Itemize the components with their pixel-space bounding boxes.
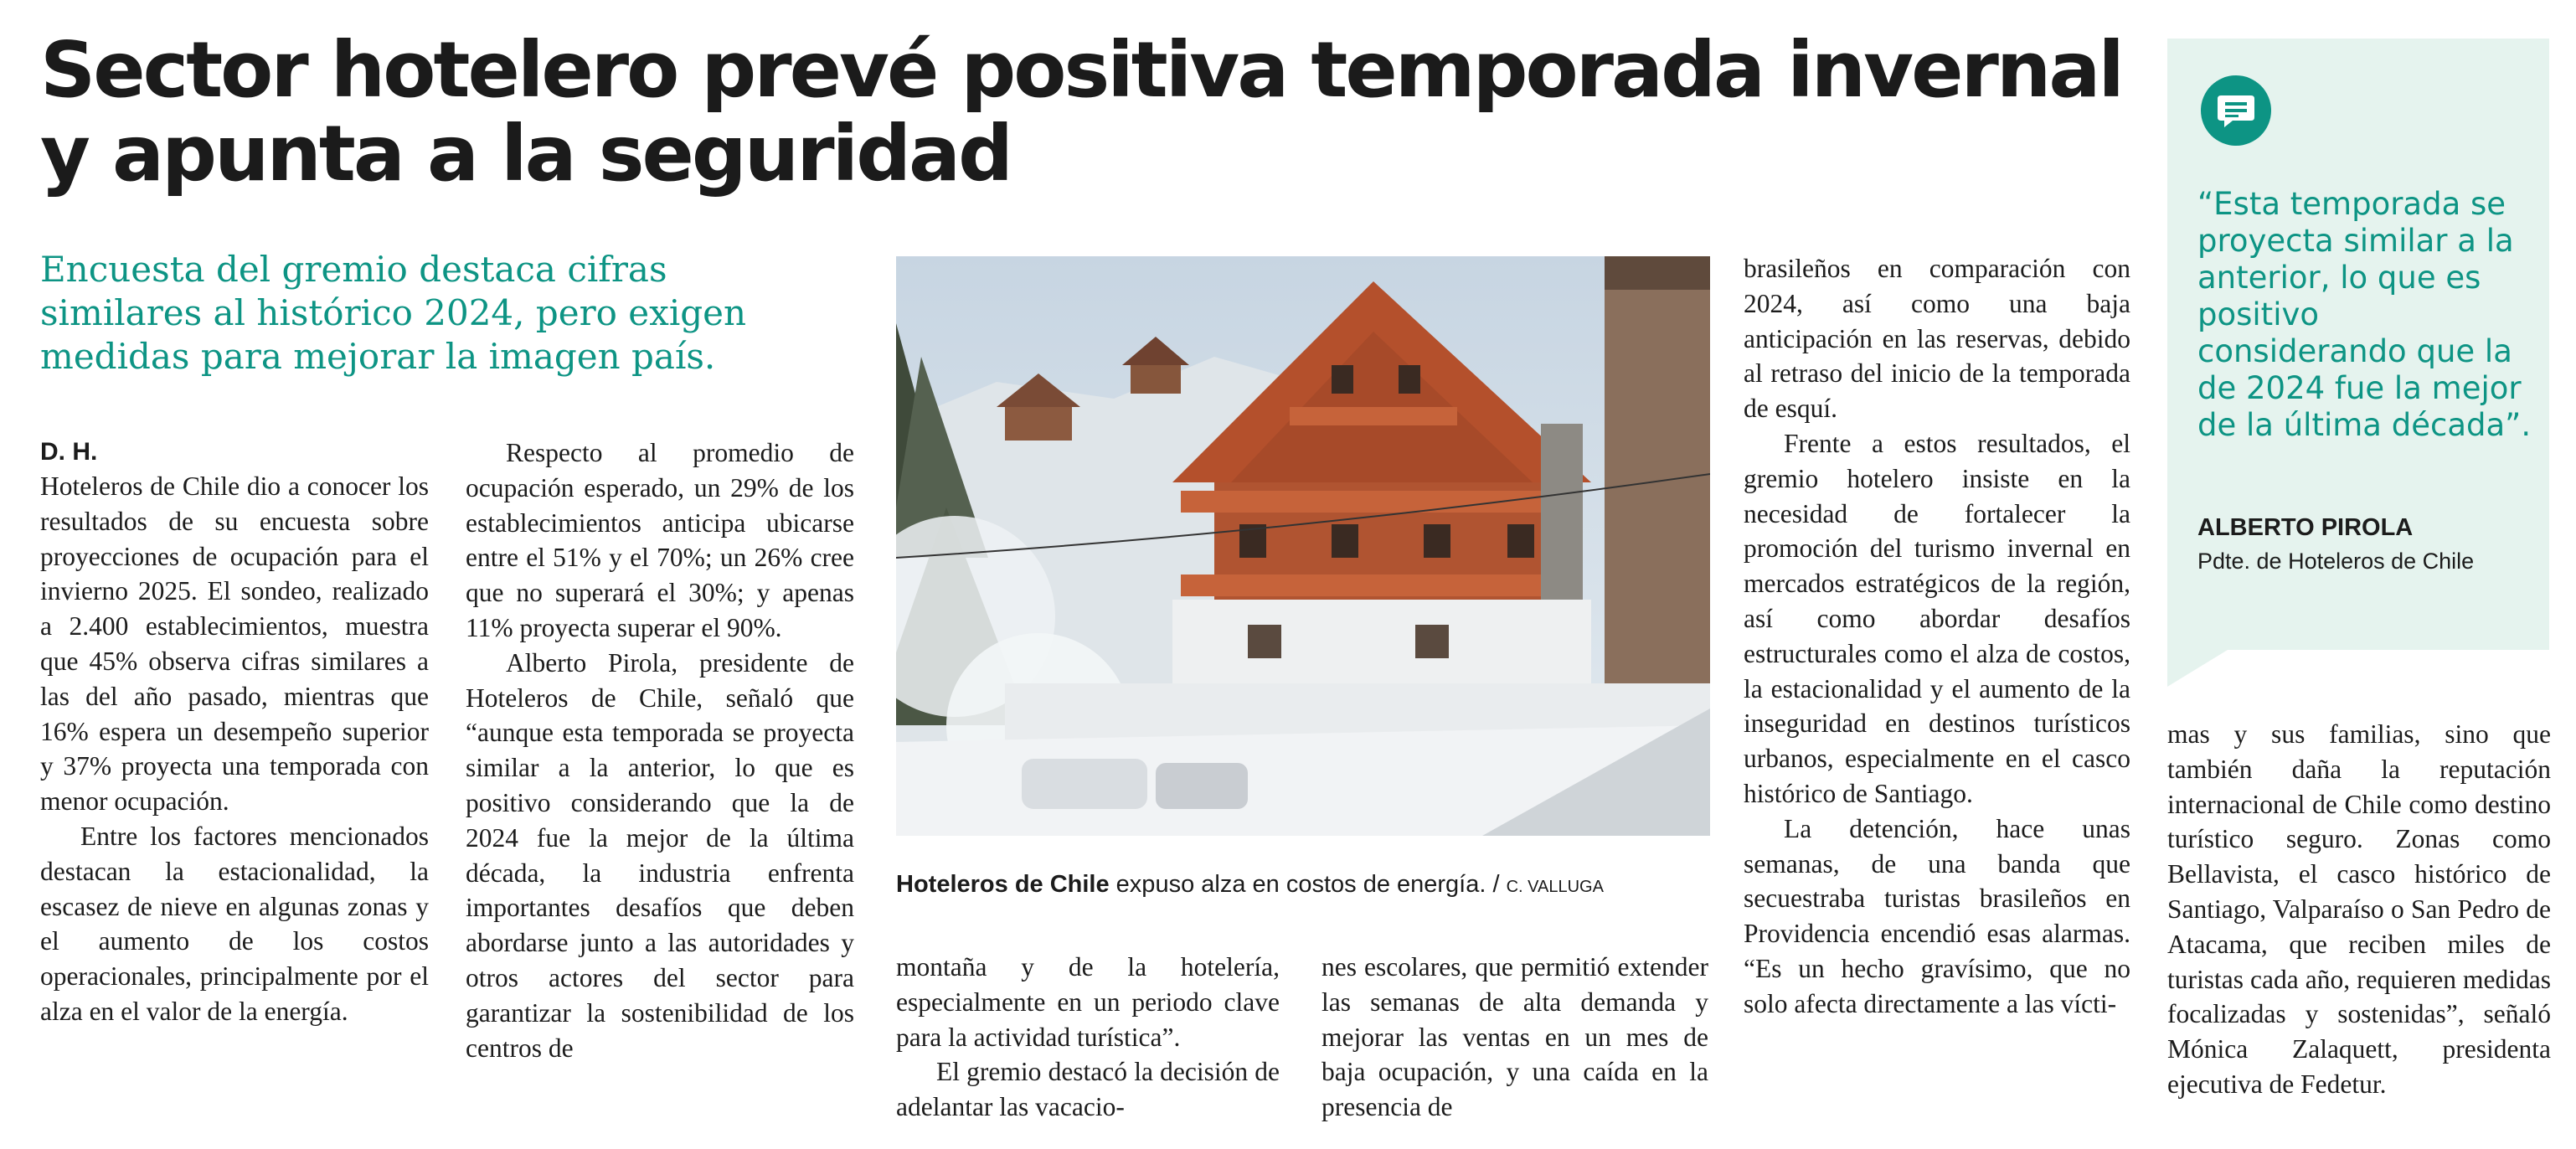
paragraph: brasileños en comparación con 2024, así como una baja anticipación en las reservas, debido al retraso del inicio de la temporada de esquí. [1744,254,2130,424]
paragraph: Frente a estos resultados, el gremio hotelero insiste en la necesidad de fortalecer la promoción del turismo invernal en mercados estratégicos de la región, así como abordar desafíos estructurales como el alza de costos, la estacionalidad y el aumento de la inseguridad en destinos turísticos urbanos, especialmente en el casco histórico de Santiago. [1744,428,2130,808]
byline: D. H. [40,438,98,466]
body-column-6 [2167,717,2551,1102]
pull-quote-author: ALBERTO PIROLA [2197,514,2414,541]
paragraph: La detención, hace unas semanas, de una banda que secuestraba turistas brasileños en Providencia encendió esas alarmas. “Es un hecho gravísimo, que no solo afecta directamente a las vícti- [1744,813,2130,1018]
photo-credit: C. VALLUGA [1506,878,1604,896]
paragraph: mas y sus familias, sino que también daña la reputación internacional de Chile como destino turístico seguro. Zonas como Bellavista, el casco histórico de Santiago, Valparaíso o San Pedro de Atacama, que reciben miles de turistas cada año, requieren medidas focalizadas y sostenidas”, señaló Mónica Zalaquett, presidenta ejecutiva de Fedetur. [2167,719,2551,1099]
paragraph: montaña y de la hotelería, especialmente en un periodo clave para la actividad turística”. [896,952,1280,1052]
body-column-5 [1744,251,2130,1022]
pull-quote-role: Pdte. de Hoteleros de Chile [2197,549,2475,574]
body-column-3 [896,950,1280,1125]
paragraph: Respecto al promedio de ocupación esperado, un 29% de los establecimientos anticipa ubicarse entre el 51% y el 70%; un 26% cree que no superará el 30%; y apenas 11% proyecta superar el 90%. [466,438,854,642]
deck-subtitle: Encuesta del gremio destaca cifras similares al histórico 2024, pero exigen medidas para mejorar la imagen país. [40,249,747,377]
paragraph: Entre los factores mencionados destacan la estacionalidad, la escasez de nieve en algunas zonas y el aumento de los costos operacionales, principalmente por el alza en el valor de la energía. [40,821,429,1026]
paragraph: Alberto Pirola, presidente de Hoteleros de Chile, señaló que “aunque esta temporada se proyecta similar a la anterior, lo que es positivo considerando que la de 2024 fue la mejor de la última década, la industria enfrenta importantes desafíos que deben abordarse junto a las autoridades y otros actores del sector para garantizar la sostenibilidad de los centros de [466,647,854,1063]
body-column-1 [40,435,429,1029]
pull-quote-text: “Esta temporada se proyecta similar a la anterior, lo que es positivo considerando que la de 2024 fue la mejor de la última década”. [2197,186,2532,443]
caption-bold: Hoteleros de Chile [896,871,1110,898]
headline: Sector hotelero prevé positiva temporada invernal y apunta a la seguridad [40,25,2122,198]
paragraph: Hoteleros de Chile dio a conocer los resultados de su encuesta sobre proyecciones de ocupación para el invierno 2025. El sondeo, realizado a 2.400 establecimientos, muestra que 45% observa cifras similares a las del año pasado, mientras que 16% espera un desempeño superior y 37% proyecta una temporada con menor ocupación. [40,471,429,817]
paragraph: El gremio destacó la decisión de adelantar las vacacio- [896,1057,1280,1122]
caption-text: expuso alza en costos de energía. / [1109,871,1507,898]
body-column-4 [1321,950,1708,1125]
photo-caption [896,868,1710,904]
hotel-photo [896,256,1710,836]
speech-bubble-icon [2201,75,2271,146]
pull-quote-notch [2167,650,2228,687]
body-column-2 [466,435,854,1065]
paragraph: nes escolares, que permitió extender las semanas de alta demanda y mejorar las ventas en un mes de baja ocupación, y una caída en la presencia de [1321,952,1708,1122]
